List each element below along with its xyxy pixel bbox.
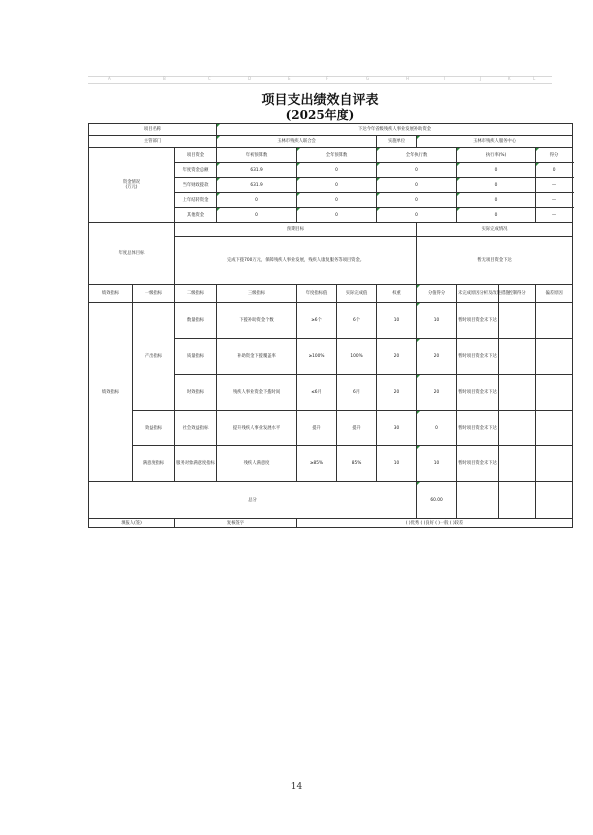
indicator-actual: 6个 [337, 303, 377, 339]
total-value: 60.00 [417, 482, 457, 519]
funds-header-row [89, 148, 573, 163]
funds-col-header: 执行率(%) [457, 148, 536, 163]
indicator-l3: 残疾人满意度 [217, 446, 297, 482]
funds-row-label: 上年结转资金 [175, 193, 217, 208]
total-empty [457, 482, 499, 519]
goals-expected-header: 预期目标 [175, 223, 417, 237]
indicator-l2: 数量指标 [175, 303, 217, 339]
indicator-weight: 10 [377, 446, 417, 482]
funds-group-label-line2: (万元) [125, 185, 138, 190]
indicator-l3: 下拨补助资金个数 [217, 303, 297, 339]
footer-rating: ( )优秀 ( )良好 ( )一般 ( )较差 [297, 519, 573, 528]
funds-col-header: 得分 [536, 148, 573, 163]
indicator-target: ≥85% [297, 446, 337, 482]
funds-cell: 0 [297, 178, 377, 193]
indicator-actual: 6月 [337, 375, 377, 411]
indicator-score: 0 [417, 411, 457, 446]
implementer-value: 玉林市残疾人服务中心 [417, 136, 573, 148]
indicator-col-header: 控制得分 [499, 285, 536, 303]
indicator-deviation [536, 411, 573, 446]
funds-cell: 0 [457, 163, 536, 178]
funds-cell: 0 [297, 163, 377, 178]
funds-cell: 0 [297, 193, 377, 208]
indicator-header-row [89, 285, 573, 303]
page-number: 14 [290, 782, 303, 792]
funds-cell: 631.9 [217, 178, 297, 193]
column-letter: E [288, 76, 291, 81]
funds-cell: — [536, 208, 573, 223]
indicator-control-score [499, 375, 536, 411]
funds-cell: — [536, 193, 573, 208]
column-letter: D [248, 76, 252, 81]
indicator-l3: 残疾人事业资金下拨时间 [217, 375, 297, 411]
performance-table [88, 123, 573, 528]
indicator-col-header: 绩效指标 [89, 285, 133, 303]
project-name-label: 项目名称 [89, 124, 217, 136]
indicator-control-score [499, 446, 536, 482]
indicator-col-header: 偏差原因 [536, 285, 573, 303]
indicator-weight: 20 [377, 375, 417, 411]
column-header-strip [88, 76, 552, 84]
goals-label: 年度总体目标 [89, 223, 175, 285]
indicator-reason: 暂时项目资金未下达 [457, 411, 499, 446]
funds-col-header: 年初预算数 [217, 148, 297, 163]
funds-cell: — [536, 178, 573, 193]
indicator-score: 20 [417, 339, 457, 375]
indicator-weight: 30 [377, 411, 417, 446]
funds-cell: 0 [457, 178, 536, 193]
goals-actual-text: 暂无项目资金下达 [417, 237, 573, 285]
funds-col-header: 全年预算数 [297, 148, 377, 163]
column-letter: G [366, 76, 370, 81]
indicator-weight: 20 [377, 339, 417, 375]
funds-cell: 0 [377, 193, 457, 208]
indicator-deviation [536, 446, 573, 482]
indicator-col-header: 一级指标 [133, 285, 175, 303]
column-letter: L [533, 76, 536, 81]
column-letter: I [444, 76, 446, 81]
funds-cell: 0 [457, 193, 536, 208]
indicator-l2: 质量指标 [175, 339, 217, 375]
column-letter: F [326, 76, 329, 81]
indicator-control-score [499, 411, 536, 446]
indicator-control-score [499, 303, 536, 339]
funds-cell: 0 [536, 163, 573, 178]
funds-cell: 0 [457, 208, 536, 223]
indicator-control-score [499, 339, 536, 375]
total-empty [536, 482, 573, 519]
indicator-actual: 85% [337, 446, 377, 482]
title-main: 项目支出绩效自评表 [261, 93, 379, 108]
total-row [89, 482, 573, 519]
funds-cell: 0 [217, 193, 297, 208]
funds-cell: 0 [297, 208, 377, 223]
indicator-actual: 提升 [337, 411, 377, 446]
total-empty [499, 482, 536, 519]
project-name-value: 下达今年省级残疾人事业发展补助资金 [217, 124, 573, 136]
indicator-score: 10 [417, 446, 457, 482]
indicator-reason: 暂时项目资金未下达 [457, 375, 499, 411]
column-letter: B [163, 76, 166, 81]
indicator-group-label: 绩效指标 [89, 303, 133, 482]
funds-row-label: 年度资金总额 [175, 163, 217, 178]
footer-row [89, 519, 573, 528]
indicator-target: ≥6个 [297, 303, 337, 339]
funds-col-header: 项目资金 [175, 148, 217, 163]
funds-cell: 0 [377, 208, 457, 223]
indicator-target: ≤6月 [297, 375, 337, 411]
indicator-l2: 社会效益指标 [175, 411, 217, 446]
indicator-col-header: 权重 [377, 285, 417, 303]
level1-satisfaction: 满意度指标 [133, 446, 175, 482]
indicator-score: 20 [417, 375, 457, 411]
indicator-col-header: 分值得分 [417, 285, 457, 303]
goals-header-row [89, 223, 573, 237]
funds-row-label: 当年财政拨款 [175, 178, 217, 193]
column-letter: A [108, 76, 111, 81]
level1-benefit: 效益指标 [133, 411, 175, 446]
total-label: 总分 [89, 482, 417, 519]
indicator-reason: 暂时项目资金未下达 [457, 446, 499, 482]
indicator-score: 10 [417, 303, 457, 339]
department-row [89, 136, 573, 148]
column-letter: K [508, 76, 511, 81]
indicator-row [89, 446, 573, 482]
funds-group-label [89, 148, 175, 223]
indicator-deviation [536, 375, 573, 411]
indicator-reason: 暂时项目资金未下达 [457, 303, 499, 339]
department-value: 玉林市残疾人联合会 [217, 136, 377, 148]
indicator-actual: 100% [337, 339, 377, 375]
indicator-col-header: 实际完成值 [337, 285, 377, 303]
indicator-row [89, 411, 573, 446]
indicator-l3: 提升残疾人事业发展水平 [217, 411, 297, 446]
funds-cell: 0 [377, 178, 457, 193]
indicator-l2: 服务对象满意度指标 [175, 446, 217, 482]
indicator-col-header: 三级指标 [217, 285, 297, 303]
indicator-col-header: 二级指标 [175, 285, 217, 303]
indicator-l2: 时效指标 [175, 375, 217, 411]
funds-cell: 0 [217, 208, 297, 223]
funds-cell: 631.9 [217, 163, 297, 178]
implementer-label: 实施单位 [377, 136, 417, 148]
funds-col-header: 全年执行数 [377, 148, 457, 163]
footer-contact-label: 填报人(签) [89, 519, 175, 528]
footer-reviewer-label: 复核签字 [175, 519, 297, 528]
indicator-col-header: 年度指标值 [297, 285, 337, 303]
indicator-deviation [536, 303, 573, 339]
indicator-col-header: 未完成原因分析及改进措施 [457, 285, 499, 303]
column-letter: C [208, 76, 211, 81]
indicator-target: 提升 [297, 411, 337, 446]
funds-row-label: 其他资金 [175, 208, 217, 223]
level1-output: 产出指标 [133, 303, 175, 411]
indicator-reason: 暂时项目资金未下达 [457, 339, 499, 375]
column-letter: H [406, 76, 410, 81]
funds-group-label-line1: 资金情况 [122, 180, 141, 185]
project-name-row [89, 124, 573, 136]
goals-actual-header: 实际完成情况 [417, 223, 573, 237]
department-label: 主管部门 [89, 136, 217, 148]
funds-cell: 0 [377, 163, 457, 178]
indicator-target: ≥100% [297, 339, 337, 375]
goals-expected-text: 完成下拨700万元，保障残疾人事业发展，残疾人康复服务等项目资金。 [175, 237, 417, 285]
indicator-deviation [536, 339, 573, 375]
indicator-weight: 10 [377, 303, 417, 339]
indicator-l3: 补助资金下拨覆盖率 [217, 339, 297, 375]
column-letter: J [480, 76, 482, 81]
title-year: (2025年度) [285, 108, 355, 122]
indicator-row [89, 303, 573, 339]
